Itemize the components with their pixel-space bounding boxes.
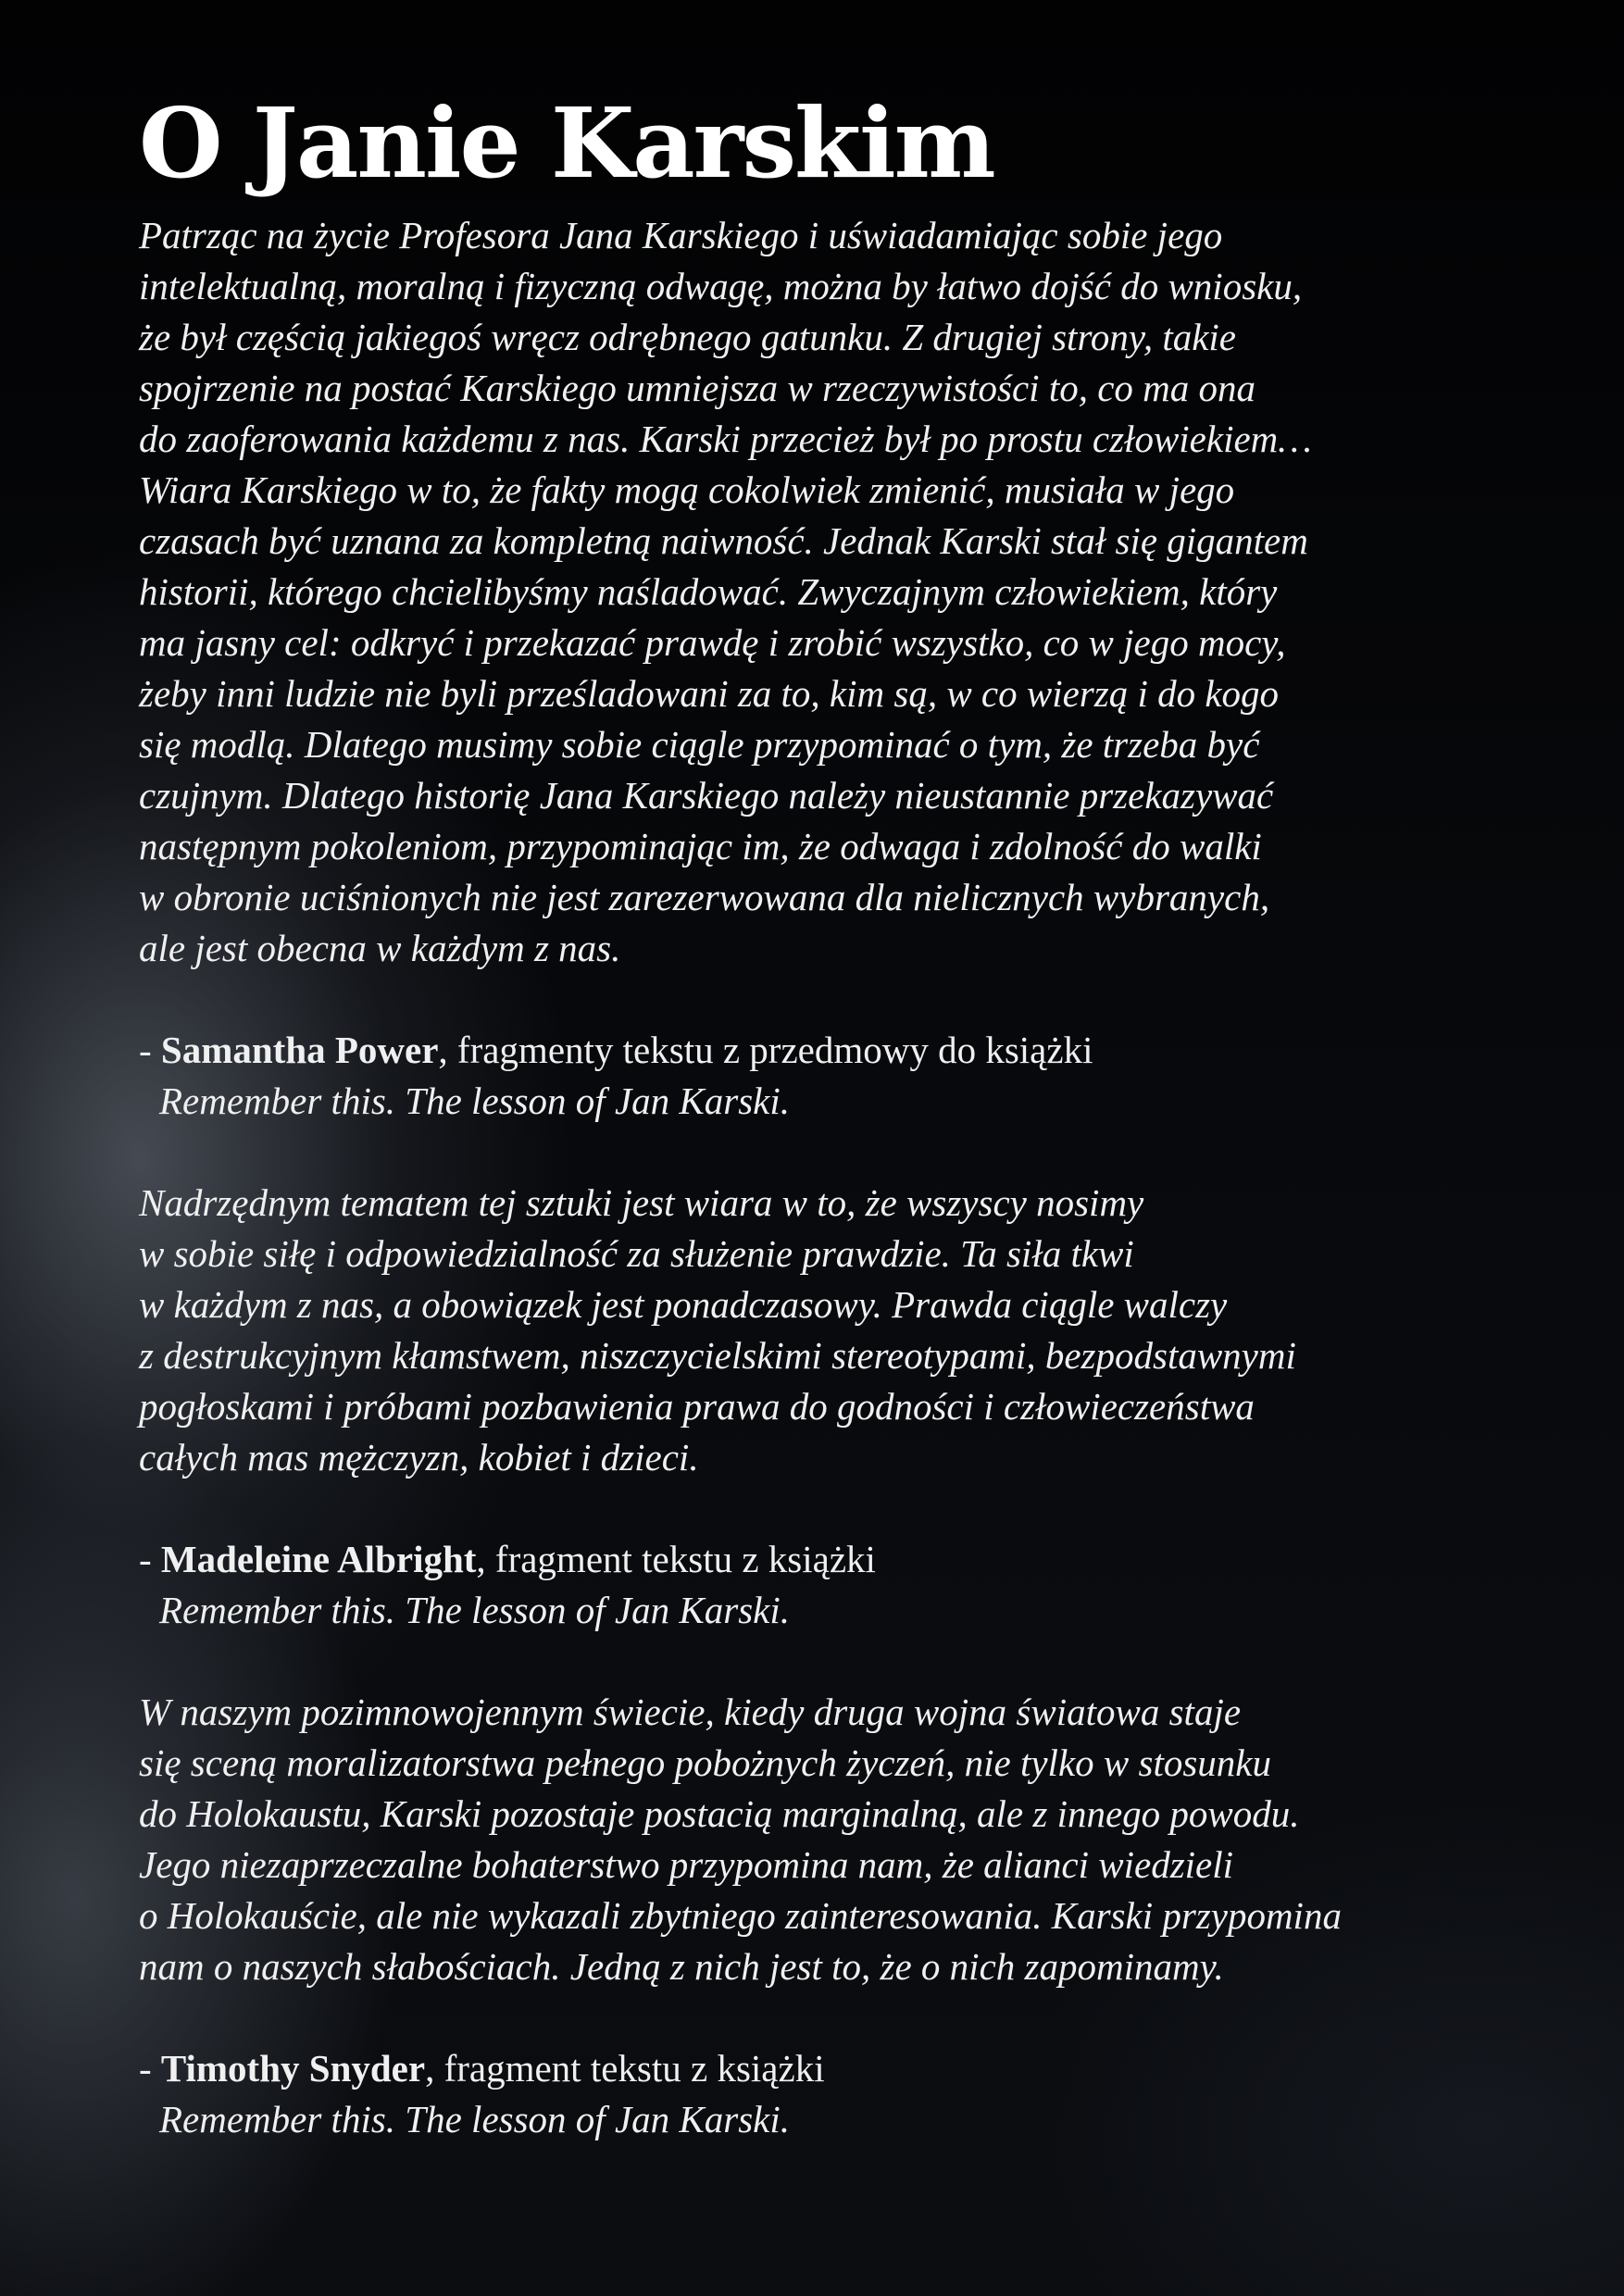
author-name: Timothy Snyder [160, 2047, 426, 2090]
book-title: Remember this. The lesson of Jan Karski. [159, 1079, 790, 1123]
quote-line: się sceną moralizatorstwa pełnego pobożnych życzeń, nie tylko w stosunku [139, 1741, 1271, 1785]
quote-line: w każdym z nas, a obowiązek jest ponadczasowy. Prawda ciągle walczy [139, 1283, 1228, 1327]
quote-line: Wiara Karskiego w to, że fakty mogą cokolwiek zmienić, musiała w jego [139, 468, 1235, 512]
quote-line: czujnym. Dlatego historię Jana Karskiego należy nieustannie przekazywać [139, 774, 1274, 817]
quote-line: pogłoskami i próbami pozbawienia prawa do godności i człowieczeństwa [139, 1385, 1255, 1429]
quote-line: że był częścią jakiegoś wręcz odrębnego gatunku. Z drugiej strony, takie [139, 316, 1236, 359]
quote-line: do Holokaustu, Karski pozostaje postacią marginalną, ale z innego powodu. [139, 1792, 1300, 1836]
quote-line: Jego niezaprzeczalne bohaterstwo przypomina nam, że alianci wiedzieli [139, 1843, 1234, 1887]
book-title: Remember this. The lesson of Jan Karski. [159, 2098, 790, 2141]
attribution-dash: - [139, 1538, 161, 1581]
quote-line: intelektualną, moralną i fizyczną odwagę, można by łatwo dojść do wniosku, [139, 265, 1303, 308]
author-name: Samantha Power [160, 1029, 439, 1072]
quote-line: się modlą. Dlatego musimy sobie ciągle przypominać o tym, że trzeba być [139, 723, 1260, 767]
quote-madeleine-albright [139, 1178, 1500, 1483]
attribution-timothy-snyder [139, 2043, 1500, 2145]
quote-line: w sobie siłę i odpowiedzialność za służenie prawdzie. Ta siła tkwi [139, 1232, 1134, 1276]
page-title: O Janie Karskim [139, 86, 994, 200]
attribution-samantha-power [139, 1025, 1500, 1127]
quote-line: następnym pokoleniom, przypominając im, że odwaga i zdolność do walki [139, 825, 1262, 868]
quote-line: W naszym pozimnowojennym świecie, kiedy druga wojna światowa staje [139, 1691, 1242, 1734]
attribution-line [139, 1025, 1500, 1076]
quote-line: ma jasny cel: odkryć i przekazać prawdę i zrobić wszystko, co w jego mocy, [139, 621, 1286, 665]
quote-line: o Holokauście, ale nie wykazali zbytniego zainteresowania. Karski przypomina [139, 1894, 1342, 1938]
quote-line: z destrukcyjnym kłamstwem, niszczycielskimi stereotypami, bezpodstawnymi [139, 1334, 1296, 1378]
attribution-dash: - [139, 2047, 161, 2090]
quote-line: nam o naszych słabościach. Jedną z nich jest to, że o nich zapominamy. [139, 1945, 1224, 1989]
quote-line: Patrząc na życie Profesora Jana Karskiego i uświadamiając sobie jego [139, 214, 1223, 257]
quote-line: żeby inni ludzie nie byli prześladowani za to, kim są, w co wierzą i do kogo [139, 672, 1280, 716]
quote-timothy-snyder [139, 1687, 1500, 1992]
quote-line: do zaoferowania każdemu z nas. Karski przecież był po prostu człowiekiem… [139, 418, 1312, 461]
attribution-description: , fragmenty tekstu z przedmowy do książki [438, 1029, 1093, 1072]
attribution-description: , fragment tekstu z książki [425, 2047, 825, 2090]
attribution-line [139, 1534, 1500, 1585]
quote-line: spojrzenie na postać Karskiego umniejsza w rzeczywistości to, co ma ona [139, 367, 1256, 410]
quote-samantha-power [139, 210, 1500, 974]
book-title: Remember this. The lesson of Jan Karski. [159, 1589, 790, 1632]
attribution-description: , fragment tekstu z książki [476, 1538, 876, 1581]
quote-line: czasach być uznana za kompletną naiwność. Jednak Karski stał się gigantem [139, 519, 1308, 563]
attribution-dash: - [139, 1029, 161, 1072]
quote-line: Nadrzędnym tematem tej sztuki jest wiara w to, że wszyscy nosimy [139, 1181, 1144, 1225]
attribution-line [139, 2043, 1500, 2094]
quote-line: ale jest obecna w każdym z nas. [139, 927, 621, 970]
article [139, 86, 1500, 2196]
quote-line: w obronie uciśnionych nie jest zarezerwowana dla nielicznych wybranych, [139, 876, 1270, 919]
quote-line: całych mas mężczyzn, kobiet i dzieci. [139, 1436, 699, 1479]
quote-line: historii, którego chcielibyśmy naśladować. Zwyczajnym człowiekiem, który [139, 570, 1278, 614]
attribution-madeleine-albright [139, 1534, 1500, 1636]
author-name: Madeleine Albright [160, 1538, 477, 1581]
